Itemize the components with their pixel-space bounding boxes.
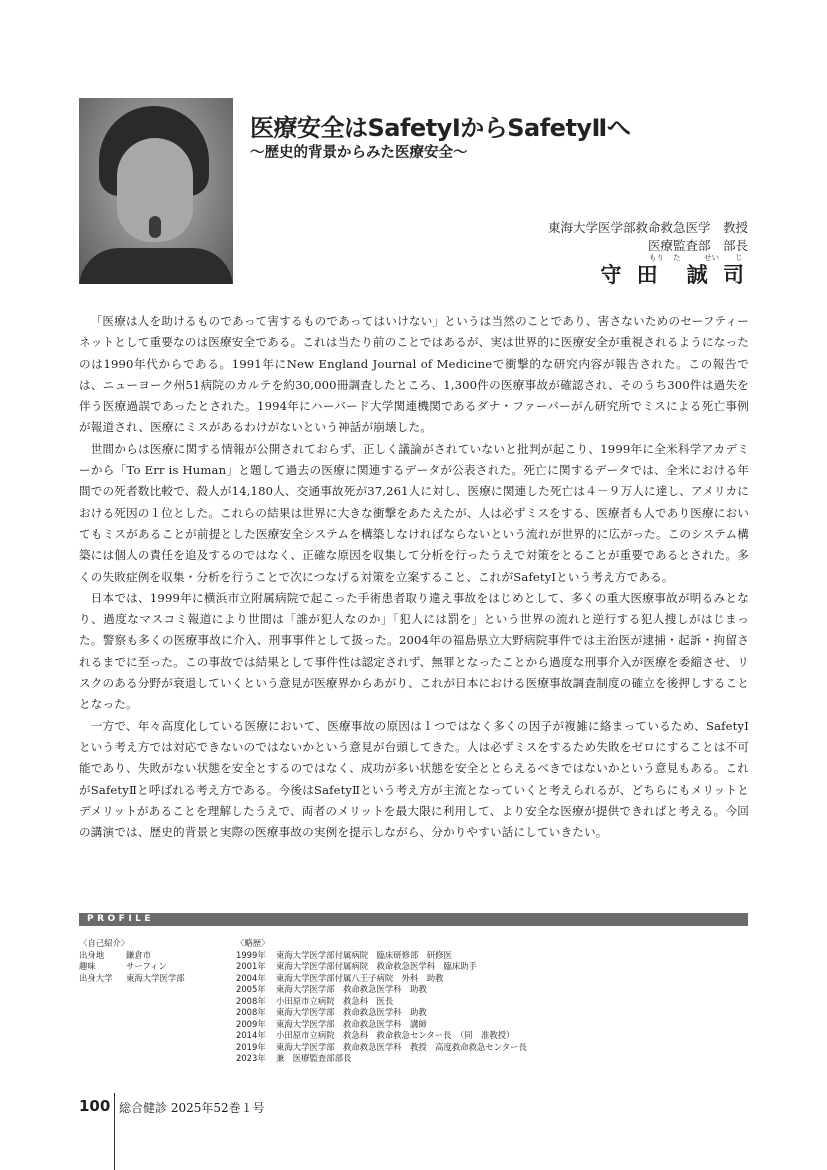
page-number: 100 [79, 1097, 111, 1115]
career-row: 2009年 東海大学医学部 救命救急医学科 講師 [236, 1018, 427, 1029]
journal-citation: 総合健診 2025年52巻１号 [119, 1101, 265, 1115]
career-row: 2004年 東海大学医学部付属八王子病院 外科 助教 [236, 972, 444, 983]
intro-row: 出身大学 東海大学医学部 [79, 972, 185, 983]
paragraph: 「医療は人を助けるものであって害するものであってはいけない」というは当然のことであり、害さないためのセーフティーネットとして重要なのは医療安全である。これは当たり前のことではあるが、実は世界的に医療安全が重視されるようになったのは1990年代からである。1991年にNew England Journal of Medicineで衝撃的な研究内容が報告された。この報告では、ニューヨーク州51病院のカルテを約30,000冊調査したところ、1,300件の医療事故が確認され、そのうち300件は過失を伴う医療過誤であったとされた。1994年にハーバード大学関連機関であるダナ・ファーバーがん研究所でミスによる死亡事例が報道され、医療にミスがあるわけがないという神話が崩壊した。 [79, 314, 749, 435]
article-title: 医療安全はSafetyⅠからSafetyⅡへ [250, 114, 631, 142]
author-ruby-4: じ [735, 253, 743, 262]
article-subtitle: ～歴史的背景からみた医療安全～ [250, 145, 468, 161]
career-row: 1999年 東海大学医学部付属病院 臨床研修部 研修医 [236, 949, 452, 960]
author-affiliation-2: 医療監査部 部長 [647, 238, 748, 253]
paragraph: 世間からは医療に関する情報が公開されておらず、正しく議論がされていないと批判が起こり、1999年に全米科学アカデミーから「To Err is Human」と題して過去の医療に関連するデータが公表された。死亡に関するデータでは、全米における年間での死者数比較で、殺人が14,180人、交通事故死が37,261人に対し、医療に関連した死亡は４－９万人に達し、アメリカにおける死因の１位とした。これらの結果は世界に大きな衝撃をあたえたが、人は必ずミスをする、医療者も人であり医療においてもミスがあることが前提とした医療安全システムを構築しなければならないという流れが世界的に広がった。このシステム構築には個人の責任を追及するのではなく、正確な原因を収集して分析を行ったうえで対策をとることが重要であるとされた。多くの失敗症例を収集・分析を行うことで次につなげる対策を立案すること、これがSafetyⅠという考え方である。 [79, 441, 749, 584]
article-body [79, 311, 749, 843]
intro-row: 趣味 サーフィン [79, 961, 167, 971]
career-row: 2001年 東海大学医学部付属病院 救命救急医学科 臨床助手 [236, 961, 477, 971]
profile-intro [79, 938, 185, 984]
career-row: 2008年 東海大学医学部 救命救急医学科 助教 [236, 1007, 427, 1017]
career-row: 2005年 東海大学医学部 救命救急医学科 助教 [236, 984, 427, 994]
profile-career [236, 938, 527, 1065]
author-ruby-3: せい [704, 253, 719, 262]
career-row: 2014年 小田原市立病院 救急科 救命救急センター長 （同 准教授） [236, 1030, 515, 1040]
career-heading: 〈略歴〉 [236, 938, 270, 948]
author-ruby-2: た [673, 253, 681, 262]
author-ruby-1: もり [649, 253, 664, 262]
author-affiliation-1: 東海大学医学部救命救急医学 教授 [547, 220, 748, 235]
profile-bar: PROFILE [79, 913, 748, 926]
career-row: 2019年 東海大学医学部 救命救急医学科 教授 高度救命救急センター長 [236, 1041, 527, 1052]
author-photo [79, 98, 233, 284]
author-name: 守 田 誠 司 [600, 263, 748, 287]
career-row: 2023年 兼 医療監査部部長 [236, 1053, 352, 1063]
paragraph: 日本では、1999年に横浜市立附属病院で起こった手術患者取り違え事故をはじめとして、多くの重大医療事故が明るみとなり、過度なマスコミ報道により世間は「誰が犯人なのか」「犯人には罰を」という世界の流れと逆行する犯人捜しがはじまった。警察も多くの医療事故に介入、刑事事件として扱った。2004年の福島県立大野病院事件では主治医が逮捕・起訴・拘留されるまでに至った。この事故では結果として事件性は認定されず、無罪となったことから過度な刑事介入が医療を委縮させ、リスクのある分野が衰退していくという意見が医療界からあがり、これが日本における医療事故調査制度の確立を後押しすることとなった。 [79, 590, 749, 712]
intro-heading: 〈自己紹介〉 [79, 938, 130, 948]
career-row: 2008年 小田原市立病院 救急科 医長 [236, 995, 394, 1006]
paragraph: 一方で、年々高度化している医療において、医療事故の原因は１つではなく多くの因子が複雑に絡まっているため、SafetyⅠという考え方では対応できないのではないかという意見が台頭してきた。人は必ずミスをするため失敗をゼロにすることは不可能であり、失敗がない状態を安全とするのではなく、成功が多い状態を安全ととらえるべきではないかという意見もある。これがSafetyⅡと呼ばれる考え方である。今後はSafetyⅡという考え方が主流となっていくと考えられるが、どちらにもメリットとデメリットがあることを理解したうえで、両者のメリットを最大限に利用して、より安全な医療が提供できればと考える。今回の講演では、歴史的背景と実際の医療事故の実例を提示しながら、分かりやすい話にしていきたい。 [79, 718, 749, 840]
footer-divider [114, 1093, 115, 1170]
intro-row: 出身地 鎌倉市 [79, 949, 152, 960]
